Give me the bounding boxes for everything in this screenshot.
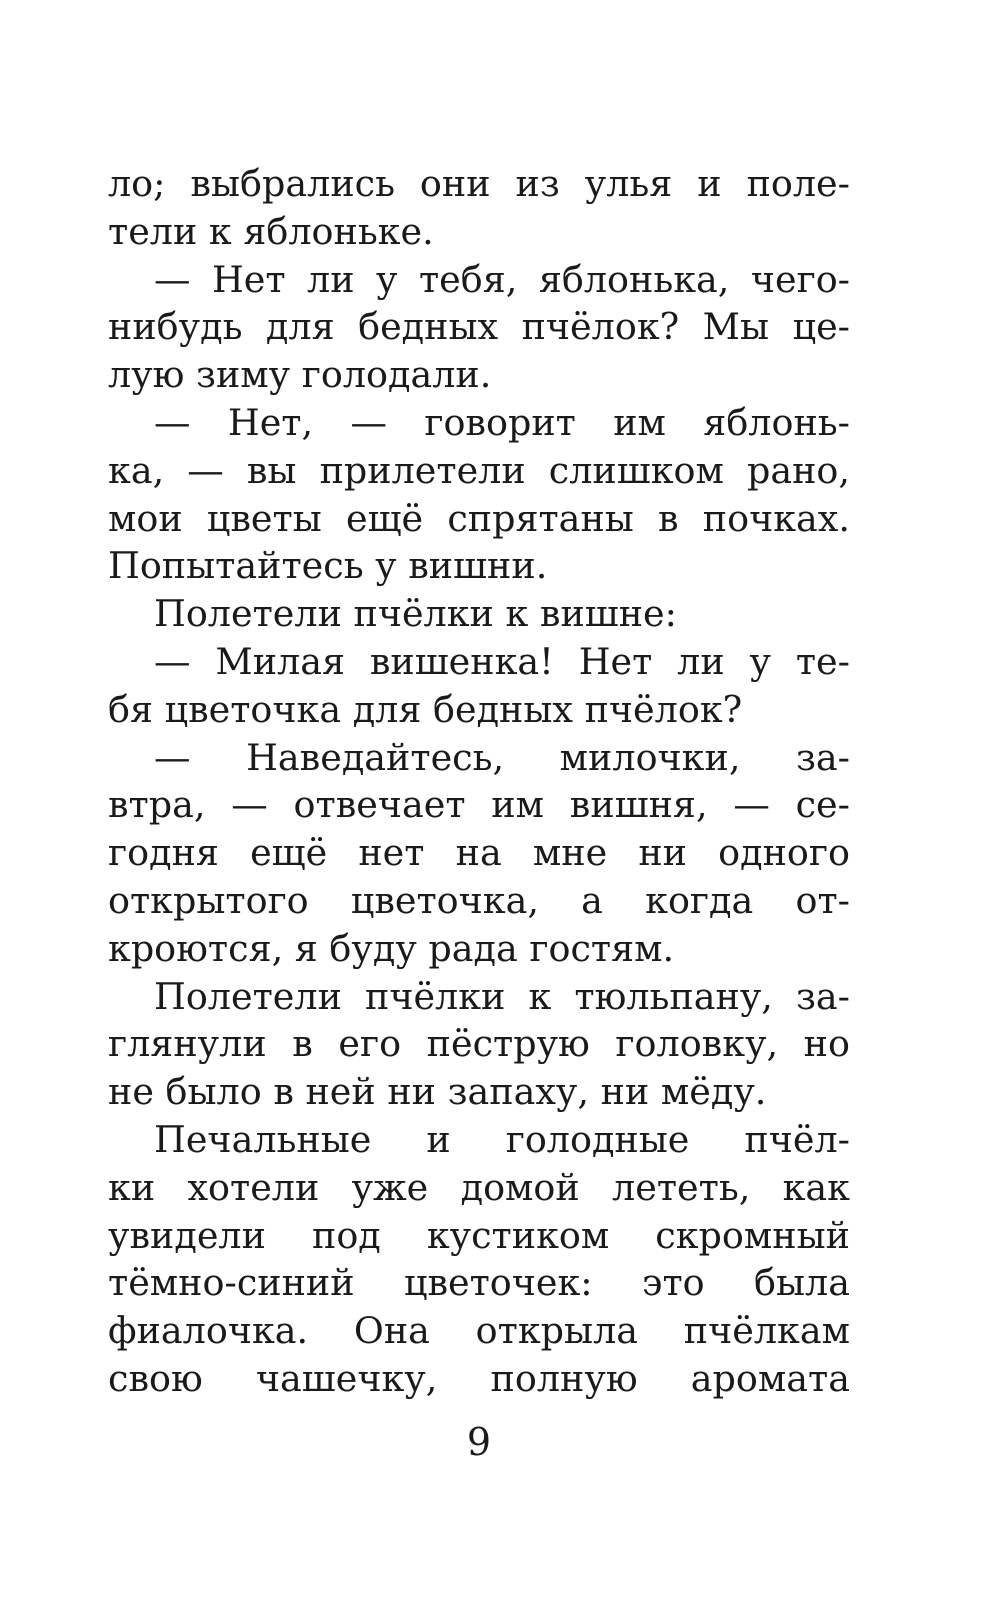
text-line: нибудь для бедных пчёлок? Мы це- (108, 305, 850, 349)
text-line: ка, — вы прилетели слишком рано, (108, 448, 850, 492)
text-line: годня ещё нет на мне ни одного (108, 831, 850, 875)
text-line: увидели под кустиком скромный (108, 1213, 850, 1257)
text-line: тели к яблоньке. (108, 209, 434, 253)
text-line: тёмно-синий цветочек: это была (108, 1261, 850, 1305)
text-line: кроются, я буду рада гостям. (108, 926, 675, 970)
text-line: Полетели пчёлки к вишне: (154, 592, 677, 636)
text-line: мои цветы ещё спрятаны в почках. (108, 496, 850, 540)
page-number: 9 (466, 1420, 492, 1464)
text-line: открытого цветочка, а когда от- (108, 878, 850, 922)
text-line: Полетели пчёлки к тюльпану, за- (154, 974, 850, 1018)
text-line: — Нет, — говорит им яблонь- (154, 400, 850, 444)
text-line: — Нет ли у тебя, яблонька, чего- (154, 257, 850, 301)
body-text (108, 160, 850, 1403)
text-line: фиалочка. Она открыла пчёлкам (108, 1309, 850, 1353)
text-line: лую зиму голодали. (108, 353, 492, 397)
text-line: свою чашечку, полную аромата (108, 1356, 850, 1400)
text-line: бя цветочка для бедных пчёлок? (108, 687, 743, 731)
text-line: — Наведайтесь, милочки, за- (154, 735, 850, 779)
text-line: — Милая вишенка! Нет ли у те- (154, 639, 850, 683)
text-line: Попытайтесь у вишни. (108, 544, 548, 588)
text-line: втра, — отвечает им вишня, — се- (108, 783, 850, 827)
text-line: Печальные и голодные пчёл- (154, 1117, 850, 1161)
text-line: ло; выбрались они из улья и поле- (108, 162, 850, 205)
text-line: ки хотели уже домой лететь, как (108, 1165, 850, 1209)
text-line: глянули в его пёструю головку, но (108, 1022, 850, 1066)
text-line: не было в ней ни запаху, ни мёду. (108, 1070, 767, 1114)
